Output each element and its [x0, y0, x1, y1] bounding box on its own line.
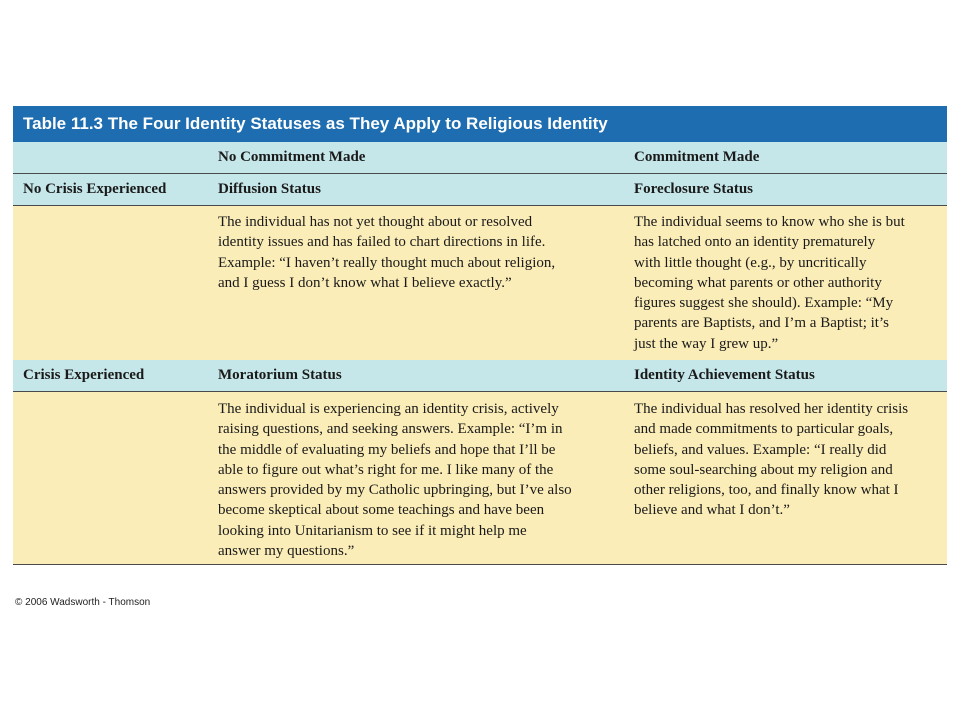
row-label-crisis: Crisis Experienced	[23, 367, 145, 383]
text-line: raising questions, and seeking answers. Example: “I’m in	[218, 421, 563, 438]
text-line: figures suggest she should). Example: “My	[634, 295, 894, 312]
text-line: with little thought (e.g., by uncritically	[634, 254, 867, 271]
text-line: The individual has resolved her identity crisis	[634, 401, 909, 417]
text-line: other religions, too, and finally know what I	[634, 482, 899, 499]
identity-achievement-status-description	[634, 399, 908, 521]
text-line: becoming what parents or other authority	[634, 274, 882, 291]
table-row-description-band	[13, 206, 947, 360]
foreclosure-status-description	[634, 212, 905, 354]
text-line: some soul-searching about my religion and	[634, 461, 893, 478]
table-row-label-band	[13, 360, 947, 392]
foreclosure-status-heading: Foreclosure Status	[634, 181, 754, 197]
identity-status-table	[13, 106, 947, 565]
moratorium-status-description	[218, 399, 572, 561]
text-line: able to figure out what’s right for me. I like many of the	[218, 461, 554, 478]
row-label-no-crisis: No Crisis Experienced	[23, 181, 167, 197]
text-line: The individual seems to know who she is but	[634, 214, 905, 230]
text-line: and made commitments to particular goals,	[634, 421, 894, 438]
text-line: The individual is experiencing an identity crisis, actively	[218, 401, 559, 417]
text-line: the middle of evaluating my beliefs and hope that I’ll be	[218, 441, 556, 458]
diffusion-status-description	[218, 212, 555, 293]
diffusion-status-heading: Diffusion Status	[218, 181, 321, 197]
text-line: identity issues and has failed to chart directions in life.	[218, 234, 546, 251]
text-line: parents are Baptists, and I’m a Baptist; it’s	[634, 315, 889, 332]
text-line: become skeptical about some teachings and have been	[218, 502, 545, 519]
column-header-commitment: Commitment Made	[634, 149, 760, 165]
text-line: believe and what I don’t.”	[634, 502, 790, 519]
column-header-no-commitment: No Commitment Made	[218, 149, 366, 165]
text-line: beliefs, and values. Example: “I really did	[634, 441, 887, 458]
text-line: The individual has not yet thought about or resolved	[218, 214, 533, 230]
table-title: Table 11.3 The Four Identity Statuses as They Apply to Religious Identity	[13, 106, 947, 142]
text-line: answers provided by my Catholic upbringing, but I’ve also	[218, 482, 572, 499]
identity-achievement-status-heading: Identity Achievement Status	[634, 367, 815, 383]
table-row-label-band	[13, 174, 947, 206]
table-row-description-band	[13, 392, 947, 565]
text-line: answer my questions.”	[218, 543, 355, 560]
copyright-notice: © 2006 Wadsworth - Thomson	[15, 597, 151, 608]
text-line: just the way I grew up.”	[634, 335, 779, 352]
text-line: looking into Unitarianism to see if it might help me	[218, 522, 527, 539]
text-line: Example: “I haven’t really thought much about religion,	[218, 254, 556, 271]
text-line: has latched onto an identity prematurely	[634, 234, 876, 251]
text-line: and I guess I don’t know what I believe exactly.”	[218, 274, 512, 291]
column-header-row	[13, 142, 947, 174]
moratorium-status-heading: Moratorium Status	[218, 367, 342, 383]
